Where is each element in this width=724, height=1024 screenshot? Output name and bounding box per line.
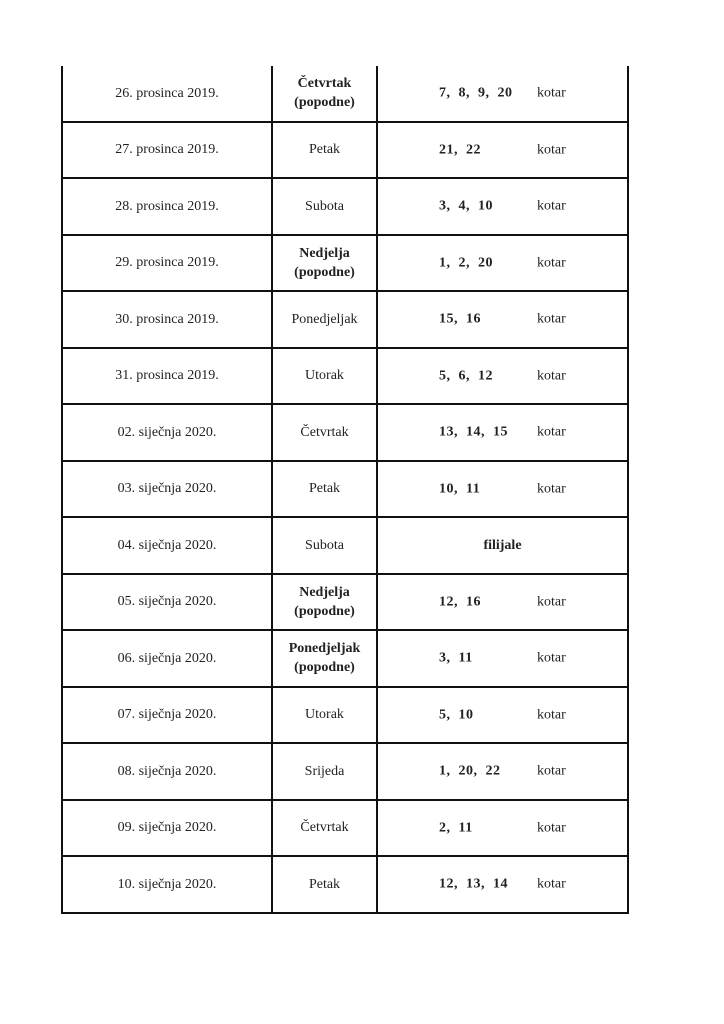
day-cell	[272, 800, 377, 857]
area-numbers: 7, 8, 9, 20	[439, 85, 513, 101]
day-name: Ponedjeljak	[288, 641, 361, 657]
area-numbers: 3, 11	[439, 650, 473, 666]
table-row	[62, 574, 628, 631]
date-cell: 30. prosinca 2019.	[62, 291, 272, 348]
day-name: Petak	[308, 876, 341, 892]
table-row	[62, 66, 628, 122]
table-row	[62, 630, 628, 687]
table-row	[62, 178, 628, 235]
area-numbers: 13, 14, 15	[439, 424, 508, 440]
date-cell: 05. siječnja 2020.	[62, 574, 272, 631]
day-cell	[272, 574, 377, 631]
area-cell	[377, 687, 628, 744]
day-name: Utorak	[305, 707, 344, 723]
table-row	[62, 517, 628, 574]
area-numbers: 21, 22	[439, 142, 481, 158]
table-row	[62, 348, 628, 405]
day-cell	[272, 122, 377, 179]
date-cell: 10. siječnja 2020.	[62, 856, 272, 913]
area-text: filijale	[483, 537, 522, 553]
area-label: kotar	[537, 368, 566, 384]
day-cell	[272, 630, 377, 687]
day-cell	[272, 517, 377, 574]
area-label: kotar	[537, 198, 566, 214]
day-name: Utorak	[305, 368, 344, 384]
area-label: kotar	[537, 594, 566, 610]
area-label: kotar	[537, 424, 566, 440]
day-name: Srijeda	[304, 763, 345, 779]
day-name: Subota	[305, 198, 344, 214]
table-row	[62, 800, 628, 857]
area-cell	[377, 743, 628, 800]
area-cell	[377, 235, 628, 292]
area-numbers: 10, 11	[439, 481, 481, 497]
area-cell	[377, 178, 628, 235]
day-cell	[272, 178, 377, 235]
day-name: Ponedjeljak	[291, 311, 358, 327]
date-cell: 28. prosinca 2019.	[62, 178, 272, 235]
area-numbers: 1, 20, 22	[439, 763, 501, 779]
area-label: kotar	[537, 650, 566, 666]
area-cell	[377, 404, 628, 461]
area-label: kotar	[537, 311, 566, 327]
day-name: Četvrtak	[300, 424, 349, 440]
area-cell	[377, 517, 628, 574]
day-cell	[272, 66, 377, 122]
day-cell	[272, 856, 377, 913]
day-name: Petak	[308, 142, 341, 158]
area-label: kotar	[537, 820, 566, 836]
date-cell: 06. siječnja 2020.	[62, 630, 272, 687]
area-numbers: 12, 16	[439, 594, 481, 610]
schedule-table	[61, 66, 629, 914]
area-numbers: 1, 2, 20	[439, 255, 493, 271]
area-cell	[377, 66, 628, 122]
area-cell	[377, 122, 628, 179]
day-cell	[272, 461, 377, 518]
area-cell	[377, 348, 628, 405]
day-name: Četvrtak	[300, 820, 349, 836]
day-name: Petak	[308, 481, 341, 497]
table-row	[62, 856, 628, 913]
day-name: Nedjelja	[299, 245, 350, 261]
area-cell	[377, 291, 628, 348]
date-cell: 07. siječnja 2020.	[62, 687, 272, 744]
day-note: (popodne)	[294, 95, 355, 111]
area-cell	[377, 461, 628, 518]
day-cell	[272, 235, 377, 292]
date-cell: 02. siječnja 2020.	[62, 404, 272, 461]
area-numbers: 5, 10	[439, 707, 474, 723]
area-label: kotar	[537, 763, 566, 779]
table-row	[62, 291, 628, 348]
area-numbers: 3, 4, 10	[439, 198, 493, 214]
area-label: kotar	[537, 85, 566, 101]
area-cell	[377, 856, 628, 913]
table-row	[62, 461, 628, 518]
area-label: kotar	[537, 142, 566, 158]
day-cell	[272, 291, 377, 348]
day-cell	[272, 743, 377, 800]
area-numbers: 15, 16	[439, 311, 481, 327]
day-name: Četvrtak	[297, 76, 352, 92]
area-label: kotar	[537, 707, 566, 723]
date-cell: 04. siječnja 2020.	[62, 517, 272, 574]
area-cell	[377, 630, 628, 687]
date-cell: 27. prosinca 2019.	[62, 122, 272, 179]
date-cell: 26. prosinca 2019.	[62, 66, 272, 122]
day-note: (popodne)	[294, 264, 355, 280]
day-name: Subota	[305, 537, 344, 553]
day-note: (popodne)	[294, 603, 355, 619]
area-numbers: 2, 11	[439, 820, 473, 836]
day-name: Nedjelja	[299, 584, 350, 600]
table-row	[62, 687, 628, 744]
date-cell: 29. prosinca 2019.	[62, 235, 272, 292]
day-cell	[272, 404, 377, 461]
area-numbers: 5, 6, 12	[439, 368, 493, 384]
day-note: (popodne)	[294, 660, 355, 676]
day-cell	[272, 687, 377, 744]
date-cell: 31. prosinca 2019.	[62, 348, 272, 405]
date-cell: 03. siječnja 2020.	[62, 461, 272, 518]
area-cell	[377, 800, 628, 857]
area-label: kotar	[537, 481, 566, 497]
area-label: kotar	[537, 876, 566, 892]
date-cell: 08. siječnja 2020.	[62, 743, 272, 800]
table-row	[62, 122, 628, 179]
date-cell: 09. siječnja 2020.	[62, 800, 272, 857]
day-cell	[272, 348, 377, 405]
area-cell	[377, 574, 628, 631]
table-row	[62, 404, 628, 461]
table-row	[62, 743, 628, 800]
area-numbers: 12, 13, 14	[439, 876, 508, 892]
area-label: kotar	[537, 255, 566, 271]
schedule-body	[62, 66, 628, 913]
table-row	[62, 235, 628, 292]
